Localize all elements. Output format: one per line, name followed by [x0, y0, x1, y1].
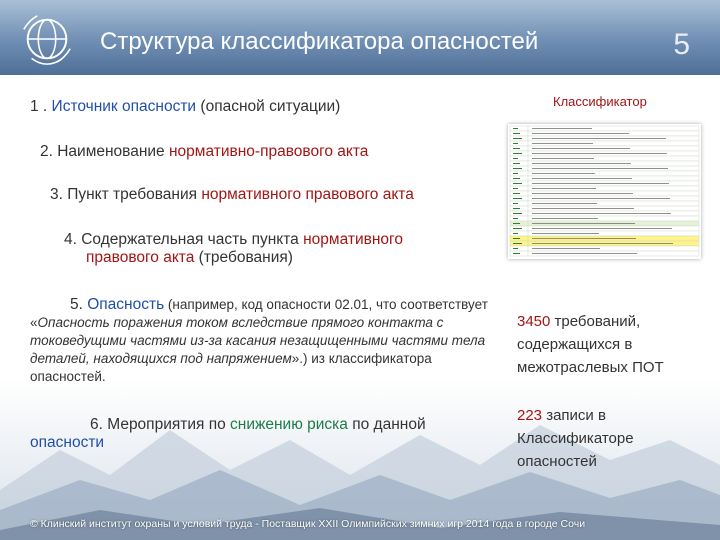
page-title: Структура классификатора опасностей	[100, 28, 539, 55]
list-item-5: 5. Опасность (например, код опасности 02.01, что соответствует «Опасность поражения током вследствие прямого контакта с токоведущими частями из-за касания незащищенными частями тела деталей, находящихся под напряжением».) из классификатора опасностей.	[30, 296, 488, 384]
classifier-table-thumbnail	[508, 124, 701, 259]
slide-number: 5	[673, 28, 690, 61]
globe-logo-icon	[18, 10, 76, 68]
list-item-1: 1 . Источник опасности (опасной ситуации)	[30, 98, 341, 115]
list-item-4: 4. Содержательная часть пункта нормативного правового акта (требования)	[64, 231, 403, 266]
list-item-2: 2. Наименование нормативно-правового акта	[40, 143, 369, 160]
table-thumbnail-rows	[510, 126, 699, 256]
header-bar	[0, 0, 720, 75]
classifier-label: Классификатор	[553, 94, 647, 109]
list-item-6: 6. Мероприятия по снижению риска по данной опасности	[30, 416, 426, 451]
stat-requirements: 3450 требований, содержащихся в межотраслевых ПОТ	[517, 313, 664, 376]
list-item-3: 3. Пункт требования нормативного правового акта	[50, 186, 414, 203]
stat-records: 223 записи в Классификаторе опасностей	[517, 407, 634, 470]
footer-text: © Клинский институт охраны и условий труда - Поставщик XXII Олимпийских зимних игр 2014 года в городе Сочи	[30, 518, 586, 530]
